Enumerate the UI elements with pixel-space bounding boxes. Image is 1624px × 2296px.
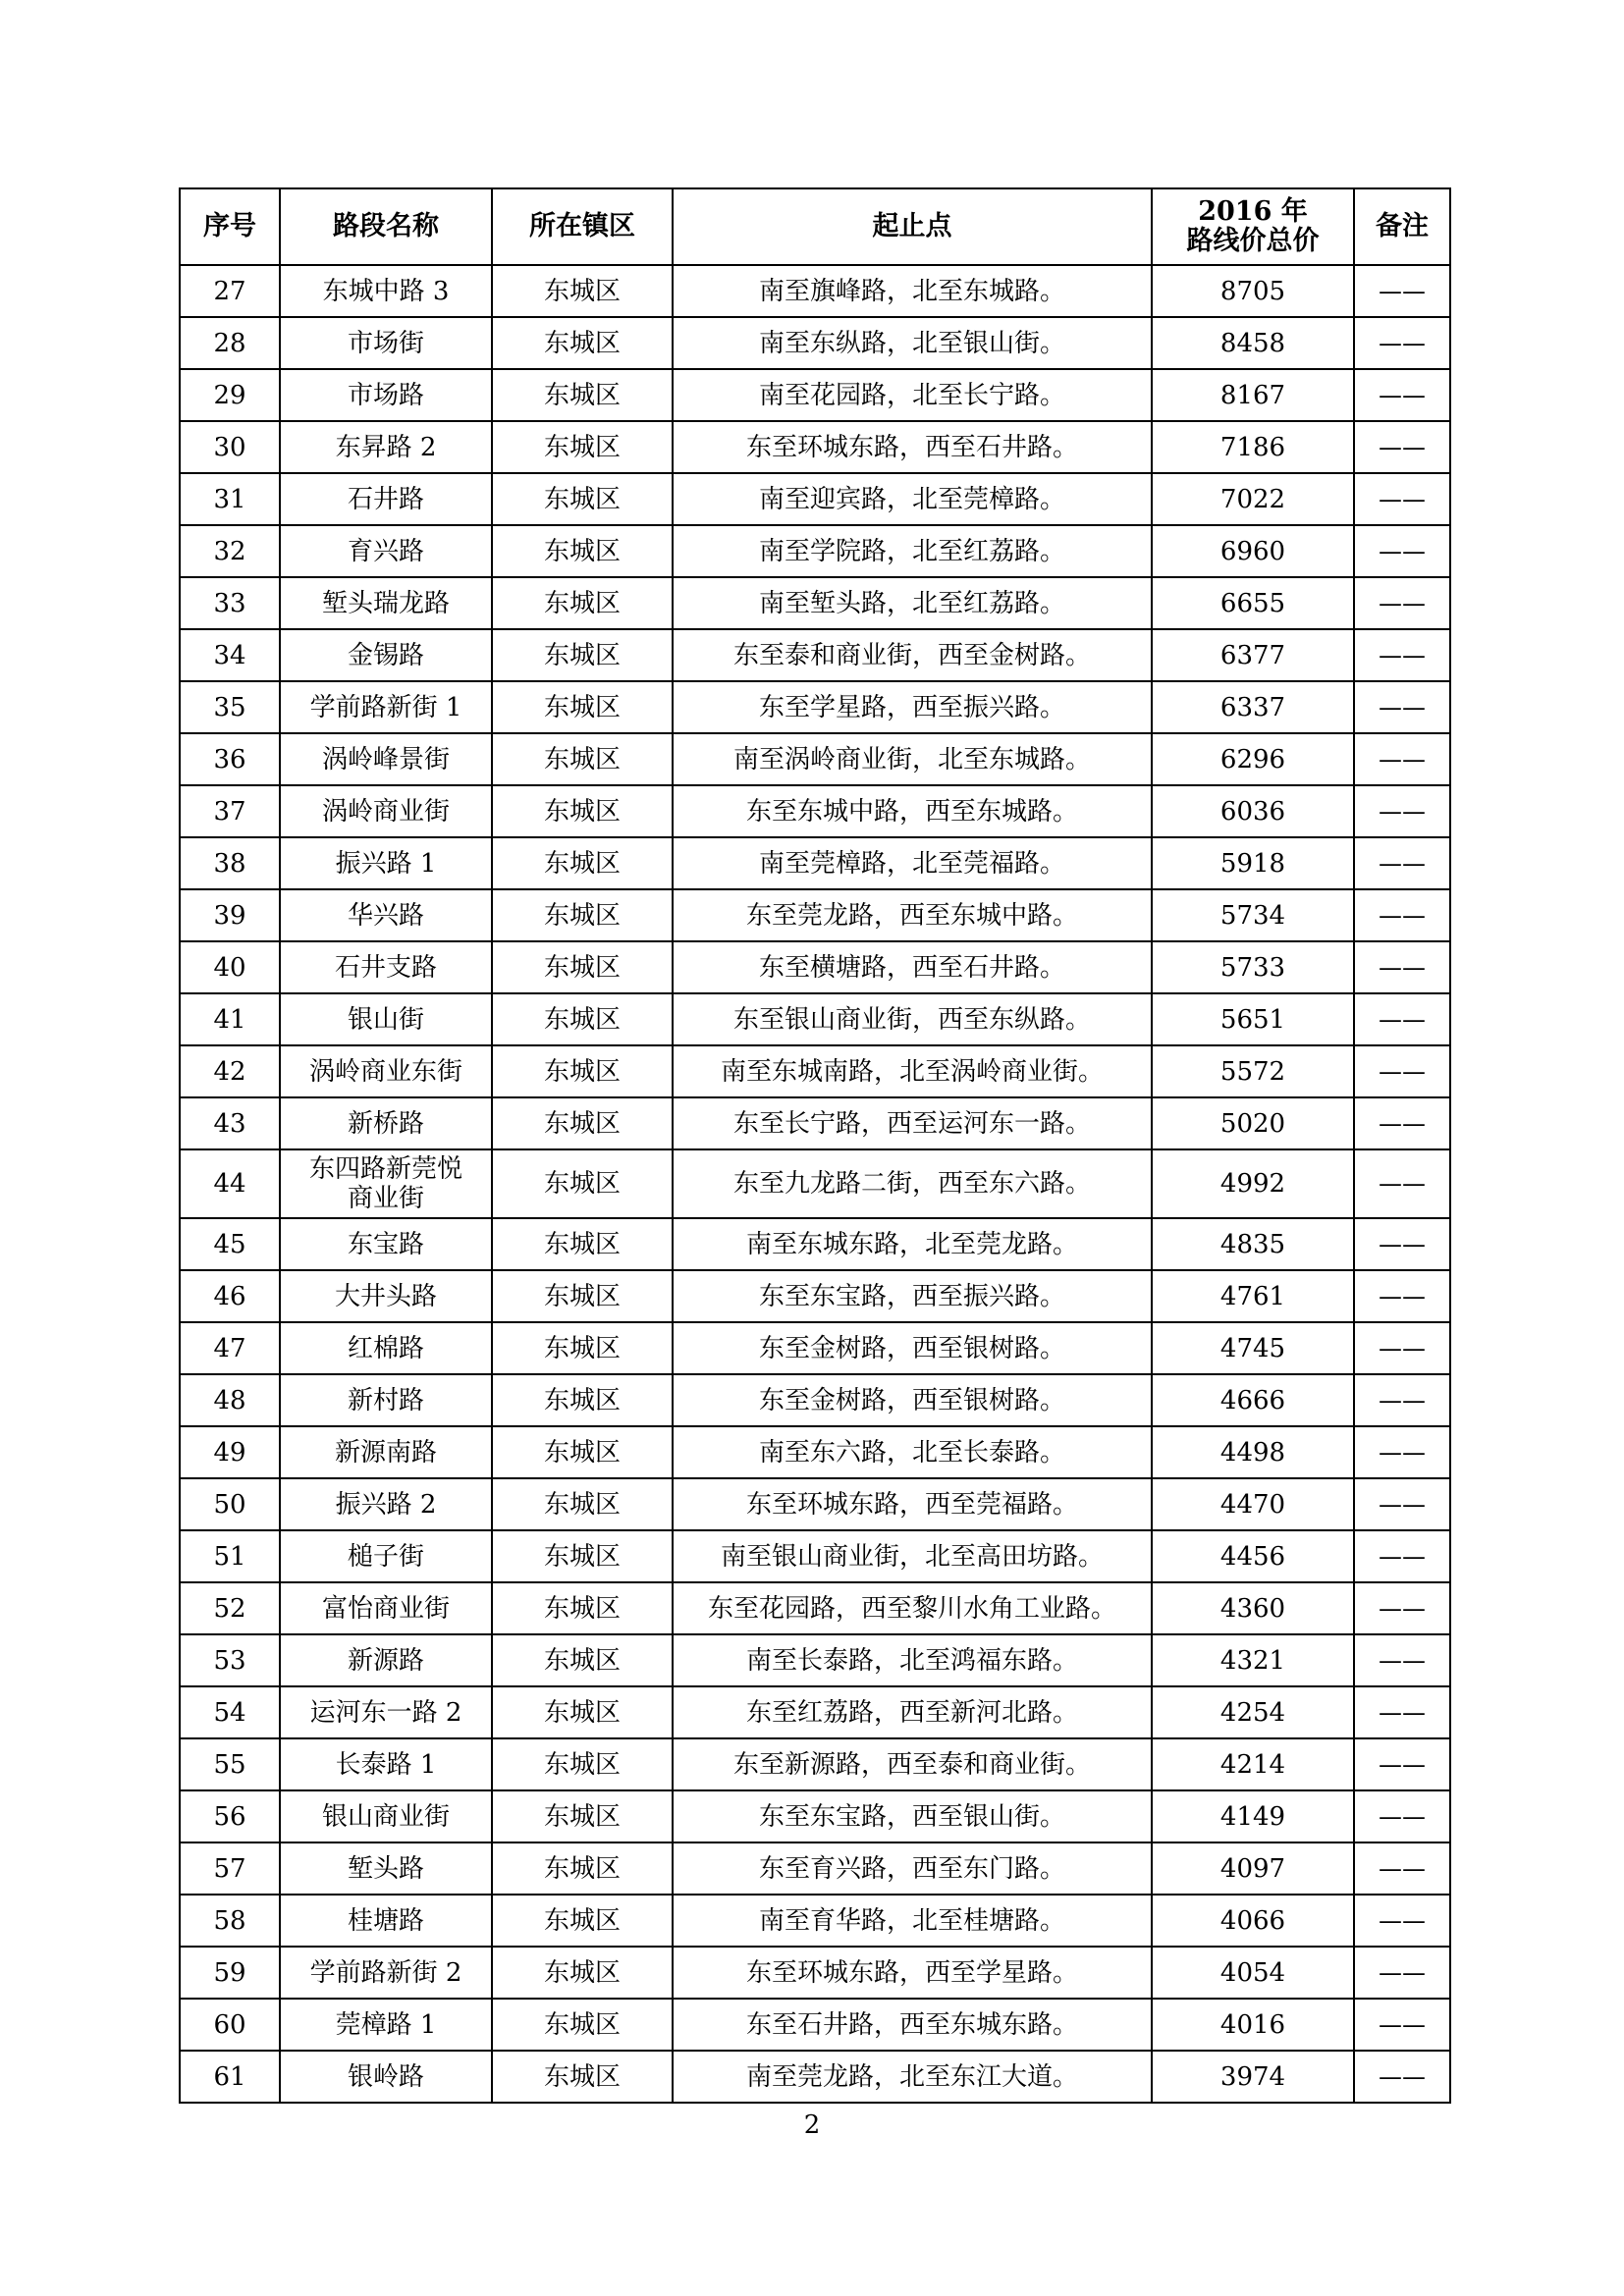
cell-no: 33 [180,577,280,629]
cell-no: 31 [180,473,280,525]
cell-road-name: 新桥路 [280,1097,492,1149]
cell-range: 东至环城东路，西至学星路。 [673,1947,1152,1999]
table-row [180,1999,1450,2051]
table-row [180,2051,1450,2103]
table-row [180,1478,1450,1530]
cell-town: 东城区 [492,1374,673,1426]
cell-road-name: 运河东一路 2 [280,1686,492,1738]
cell-note: —— [1354,1097,1450,1149]
cell-note: —— [1354,1842,1450,1895]
cell-note: —— [1354,1530,1450,1582]
cell-town: 东城区 [492,941,673,993]
cell-price: 5733 [1152,941,1354,993]
cell-road-name: 新源南路 [280,1426,492,1478]
cell-price: 4835 [1152,1218,1354,1270]
cell-price: 4456 [1152,1530,1354,1582]
table-row [180,473,1450,525]
cell-town: 东城区 [492,681,673,733]
cell-road-name: 华兴路 [280,889,492,941]
cell-note: —— [1354,1790,1450,1842]
cell-road-name: 市场路 [280,369,492,421]
cell-town: 东城区 [492,1582,673,1634]
cell-price: 6036 [1152,785,1354,837]
cell-price: 4761 [1152,1270,1354,1322]
cell-town: 东城区 [492,993,673,1045]
table-row [180,1634,1450,1686]
cell-range: 南至学院路，北至红荔路。 [673,525,1152,577]
cell-price: 4321 [1152,1634,1354,1686]
cell-road-name: 莞樟路 1 [280,1999,492,2051]
cell-town: 东城区 [492,1218,673,1270]
cell-no: 34 [180,629,280,681]
header-range: 起止点 [673,188,1152,265]
cell-road-name: 涡岭商业东街 [280,1045,492,1097]
cell-note: —— [1354,1374,1450,1426]
cell-price: 6337 [1152,681,1354,733]
cell-note: —— [1354,1478,1450,1530]
table-row [180,681,1450,733]
cell-road-name: 槌子街 [280,1530,492,1582]
cell-note: —— [1354,1426,1450,1478]
cell-no: 29 [180,369,280,421]
cell-price: 8167 [1152,369,1354,421]
cell-range: 南至东城南路，北至涡岭商业街。 [673,1045,1152,1097]
cell-note: —— [1354,1045,1450,1097]
cell-note: —— [1354,941,1450,993]
cell-no: 55 [180,1738,280,1790]
cell-no: 58 [180,1895,280,1947]
table-row [180,369,1450,421]
cell-road-name: 银山街 [280,993,492,1045]
table-row [180,889,1450,941]
cell-price: 6655 [1152,577,1354,629]
cell-road-name: 银岭路 [280,2051,492,2103]
cell-road-name: 市场街 [280,317,492,369]
cell-town: 东城区 [492,1478,673,1530]
cell-no: 32 [180,525,280,577]
cell-road-name: 金锡路 [280,629,492,681]
cell-note: —— [1354,369,1450,421]
cell-road-name: 学前路新街 2 [280,1947,492,1999]
cell-price: 4054 [1152,1947,1354,1999]
cell-note: —— [1354,681,1450,733]
cell-note: —— [1354,629,1450,681]
cell-road-name: 大井头路 [280,1270,492,1322]
cell-range: 东至金树路，西至银树路。 [673,1374,1152,1426]
cell-price: 5651 [1152,993,1354,1045]
cell-range: 东至学星路，西至振兴路。 [673,681,1152,733]
cell-range: 东至红荔路，西至新河北路。 [673,1686,1152,1738]
cell-road-name: 桂塘路 [280,1895,492,1947]
cell-town: 东城区 [492,1322,673,1374]
table-row [180,577,1450,629]
cell-road-name-line2: 商业街 [347,1184,424,1213]
cell-town: 东城区 [492,369,673,421]
cell-range: 南至莞樟路，北至莞福路。 [673,837,1152,889]
cell-town: 东城区 [492,1097,673,1149]
header-price [1152,188,1354,265]
cell-range: 南至堑头路，北至红荔路。 [673,577,1152,629]
cell-no: 56 [180,1790,280,1842]
table-row [180,1149,1450,1218]
table-row [180,1686,1450,1738]
cell-no: 37 [180,785,280,837]
table-row [180,1045,1450,1097]
table-row [180,1426,1450,1478]
cell-no: 27 [180,265,280,317]
cell-no: 52 [180,1582,280,1634]
table-row [180,1322,1450,1374]
cell-note: —— [1354,1947,1450,1999]
cell-range: 东至金树路，西至银树路。 [673,1322,1152,1374]
cell-town: 东城区 [492,1842,673,1895]
cell-range: 东至新源路，西至泰和商业街。 [673,1738,1152,1790]
cell-range: 南至迎宾路，北至莞樟路。 [673,473,1152,525]
cell-no: 38 [180,837,280,889]
cell-town: 东城区 [492,1426,673,1478]
cell-town: 东城区 [492,1634,673,1686]
cell-no: 48 [180,1374,280,1426]
table-row [180,785,1450,837]
cell-price: 4097 [1152,1842,1354,1895]
cell-price: 6377 [1152,629,1354,681]
cell-town: 东城区 [492,1738,673,1790]
cell-note: —— [1354,1895,1450,1947]
cell-no: 36 [180,733,280,785]
cell-town: 东城区 [492,525,673,577]
cell-note: —— [1354,2051,1450,2103]
header-town: 所在镇区 [492,188,673,265]
table-row [180,1790,1450,1842]
cell-road-name: 堑头路 [280,1842,492,1895]
cell-road-name: 涡岭峰景街 [280,733,492,785]
header-note: 备注 [1354,188,1450,265]
cell-no: 44 [180,1149,280,1218]
header-price-line1: 2016 年 [1198,196,1308,227]
cell-no: 50 [180,1478,280,1530]
cell-no: 49 [180,1426,280,1478]
cell-no: 30 [180,421,280,473]
cell-town: 东城区 [492,577,673,629]
page-number: 2 [803,2110,821,2140]
table-row [180,1842,1450,1895]
header-road-name: 路段名称 [280,188,492,265]
table-row [180,1738,1450,1790]
cell-no: 61 [180,2051,280,2103]
cell-road-name [280,1149,492,1218]
cell-note: —— [1354,1149,1450,1218]
cell-range: 南至东城东路，北至莞龙路。 [673,1218,1152,1270]
cell-town: 东城区 [492,1045,673,1097]
cell-range: 东至泰和商业街，西至金树路。 [673,629,1152,681]
cell-no: 28 [180,317,280,369]
cell-road-name: 育兴路 [280,525,492,577]
cell-price: 4666 [1152,1374,1354,1426]
cell-road-name: 石井支路 [280,941,492,993]
cell-no: 35 [180,681,280,733]
cell-note: —— [1354,265,1450,317]
cell-town: 东城区 [492,1947,673,1999]
cell-price: 6296 [1152,733,1354,785]
cell-town: 东城区 [492,265,673,317]
cell-town: 东城区 [492,317,673,369]
cell-price: 7022 [1152,473,1354,525]
cell-note: —— [1354,473,1450,525]
cell-road-name: 东昇路 2 [280,421,492,473]
cell-note: —— [1354,1999,1450,2051]
cell-price: 4016 [1152,1999,1354,2051]
cell-note: —— [1354,577,1450,629]
cell-no: 41 [180,993,280,1045]
cell-no: 53 [180,1634,280,1686]
cell-town: 东城区 [492,421,673,473]
cell-range: 南至银山商业街，北至高田坊路。 [673,1530,1152,1582]
cell-road-name: 堑头瑞龙路 [280,577,492,629]
cell-note: —— [1354,733,1450,785]
table-row [180,837,1450,889]
cell-no: 39 [180,889,280,941]
cell-range: 南至莞龙路，北至东江大道。 [673,2051,1152,2103]
cell-no: 40 [180,941,280,993]
cell-range: 东至环城东路，西至石井路。 [673,421,1152,473]
cell-note: —— [1354,525,1450,577]
cell-no: 60 [180,1999,280,2051]
cell-no: 46 [180,1270,280,1322]
cell-town: 东城区 [492,2051,673,2103]
cell-price: 4254 [1152,1686,1354,1738]
table-row [180,1530,1450,1582]
cell-road-name: 涡岭商业街 [280,785,492,837]
cell-no: 42 [180,1045,280,1097]
table-row [180,1947,1450,1999]
cell-range: 东至莞龙路，西至东城中路。 [673,889,1152,941]
cell-range: 南至旗峰路，北至东城路。 [673,265,1152,317]
cell-road-name: 学前路新街 1 [280,681,492,733]
cell-town: 东城区 [492,473,673,525]
cell-no: 59 [180,1947,280,1999]
cell-road-name: 振兴路 1 [280,837,492,889]
cell-range: 东至九龙路二街，西至东六路。 [673,1149,1152,1218]
cell-price: 4498 [1152,1426,1354,1478]
cell-note: —— [1354,1270,1450,1322]
header-no: 序号 [180,188,280,265]
cell-road-name: 新村路 [280,1374,492,1426]
cell-note: —— [1354,421,1450,473]
cell-no: 47 [180,1322,280,1374]
cell-range: 东至石井路，西至东城东路。 [673,1999,1152,2051]
table-row [180,1218,1450,1270]
cell-road-name: 东宝路 [280,1218,492,1270]
cell-road-name: 石井路 [280,473,492,525]
cell-range: 南至长泰路，北至鸿福东路。 [673,1634,1152,1686]
table-row [180,993,1450,1045]
price-table-container [179,187,1451,2104]
cell-road-name-line1: 东四路新莞悦 [308,1154,462,1184]
cell-range: 东至东城中路，西至东城路。 [673,785,1152,837]
cell-town: 东城区 [492,1530,673,1582]
table-body [180,265,1450,2103]
cell-price: 5020 [1152,1097,1354,1149]
cell-note: —— [1354,1738,1450,1790]
table-row [180,265,1450,317]
cell-price: 5918 [1152,837,1354,889]
cell-town: 东城区 [492,1999,673,2051]
cell-note: —— [1354,1322,1450,1374]
cell-price: 6960 [1152,525,1354,577]
cell-town: 东城区 [492,889,673,941]
road-price-table [179,187,1451,2104]
table-row [180,317,1450,369]
cell-no: 57 [180,1842,280,1895]
cell-range: 南至花园路，北至长宁路。 [673,369,1152,421]
table-row [180,525,1450,577]
table-row [180,421,1450,473]
cell-road-name: 东城中路 3 [280,265,492,317]
cell-range: 南至育华路，北至桂塘路。 [673,1895,1152,1947]
cell-no: 54 [180,1686,280,1738]
cell-no: 51 [180,1530,280,1582]
table-row [180,1582,1450,1634]
cell-price: 5572 [1152,1045,1354,1097]
cell-town: 东城区 [492,785,673,837]
cell-range: 东至长宁路，西至运河东一路。 [673,1097,1152,1149]
cell-town: 东城区 [492,1790,673,1842]
cell-price: 5734 [1152,889,1354,941]
cell-note: —— [1354,1218,1450,1270]
cell-road-name: 银山商业街 [280,1790,492,1842]
cell-note: —— [1354,1686,1450,1738]
cell-road-name: 振兴路 2 [280,1478,492,1530]
table-row [180,1374,1450,1426]
cell-road-name: 长泰路 1 [280,1738,492,1790]
cell-note: —— [1354,889,1450,941]
cell-town: 东城区 [492,1686,673,1738]
table-header-row [180,188,1450,265]
cell-price: 3974 [1152,2051,1354,2103]
cell-note: —— [1354,785,1450,837]
table-row [180,1270,1450,1322]
cell-range: 东至横塘路，西至石井路。 [673,941,1152,993]
cell-town: 东城区 [492,629,673,681]
table-row [180,1895,1450,1947]
cell-price: 7186 [1152,421,1354,473]
cell-road-name: 富怡商业街 [280,1582,492,1634]
cell-range: 东至育兴路，西至东门路。 [673,1842,1152,1895]
cell-price: 8458 [1152,317,1354,369]
cell-no: 43 [180,1097,280,1149]
cell-road-name: 红棉路 [280,1322,492,1374]
cell-note: —— [1354,317,1450,369]
table-row [180,629,1450,681]
table-row [180,733,1450,785]
cell-range: 东至银山商业街，西至东纵路。 [673,993,1152,1045]
cell-road-name: 新源路 [280,1634,492,1686]
cell-note: —— [1354,993,1450,1045]
cell-range: 南至涡岭商业街，北至东城路。 [673,733,1152,785]
cell-note: —— [1354,837,1450,889]
cell-price: 4745 [1152,1322,1354,1374]
cell-price: 8705 [1152,265,1354,317]
cell-town: 东城区 [492,1270,673,1322]
cell-range: 东至环城东路，西至莞福路。 [673,1478,1152,1530]
table-row [180,1097,1450,1149]
cell-range: 东至东宝路，西至振兴路。 [673,1270,1152,1322]
cell-price: 4992 [1152,1149,1354,1218]
table-row [180,941,1450,993]
cell-price: 4214 [1152,1738,1354,1790]
cell-no: 45 [180,1218,280,1270]
cell-price: 4470 [1152,1478,1354,1530]
header-price-line2: 路线价总价 [1186,226,1320,256]
cell-note: —— [1354,1634,1450,1686]
cell-range: 南至东六路，北至长泰路。 [673,1426,1152,1478]
cell-town: 东城区 [492,733,673,785]
cell-town: 东城区 [492,1895,673,1947]
cell-town: 东城区 [492,837,673,889]
cell-town: 东城区 [492,1149,673,1218]
cell-price: 4360 [1152,1582,1354,1634]
cell-price: 4066 [1152,1895,1354,1947]
cell-range: 东至东宝路，西至银山街。 [673,1790,1152,1842]
cell-range: 东至花园路，西至黎川水角工业路。 [673,1582,1152,1634]
cell-note: —— [1354,1582,1450,1634]
cell-price: 4149 [1152,1790,1354,1842]
cell-range: 南至东纵路，北至银山街。 [673,317,1152,369]
